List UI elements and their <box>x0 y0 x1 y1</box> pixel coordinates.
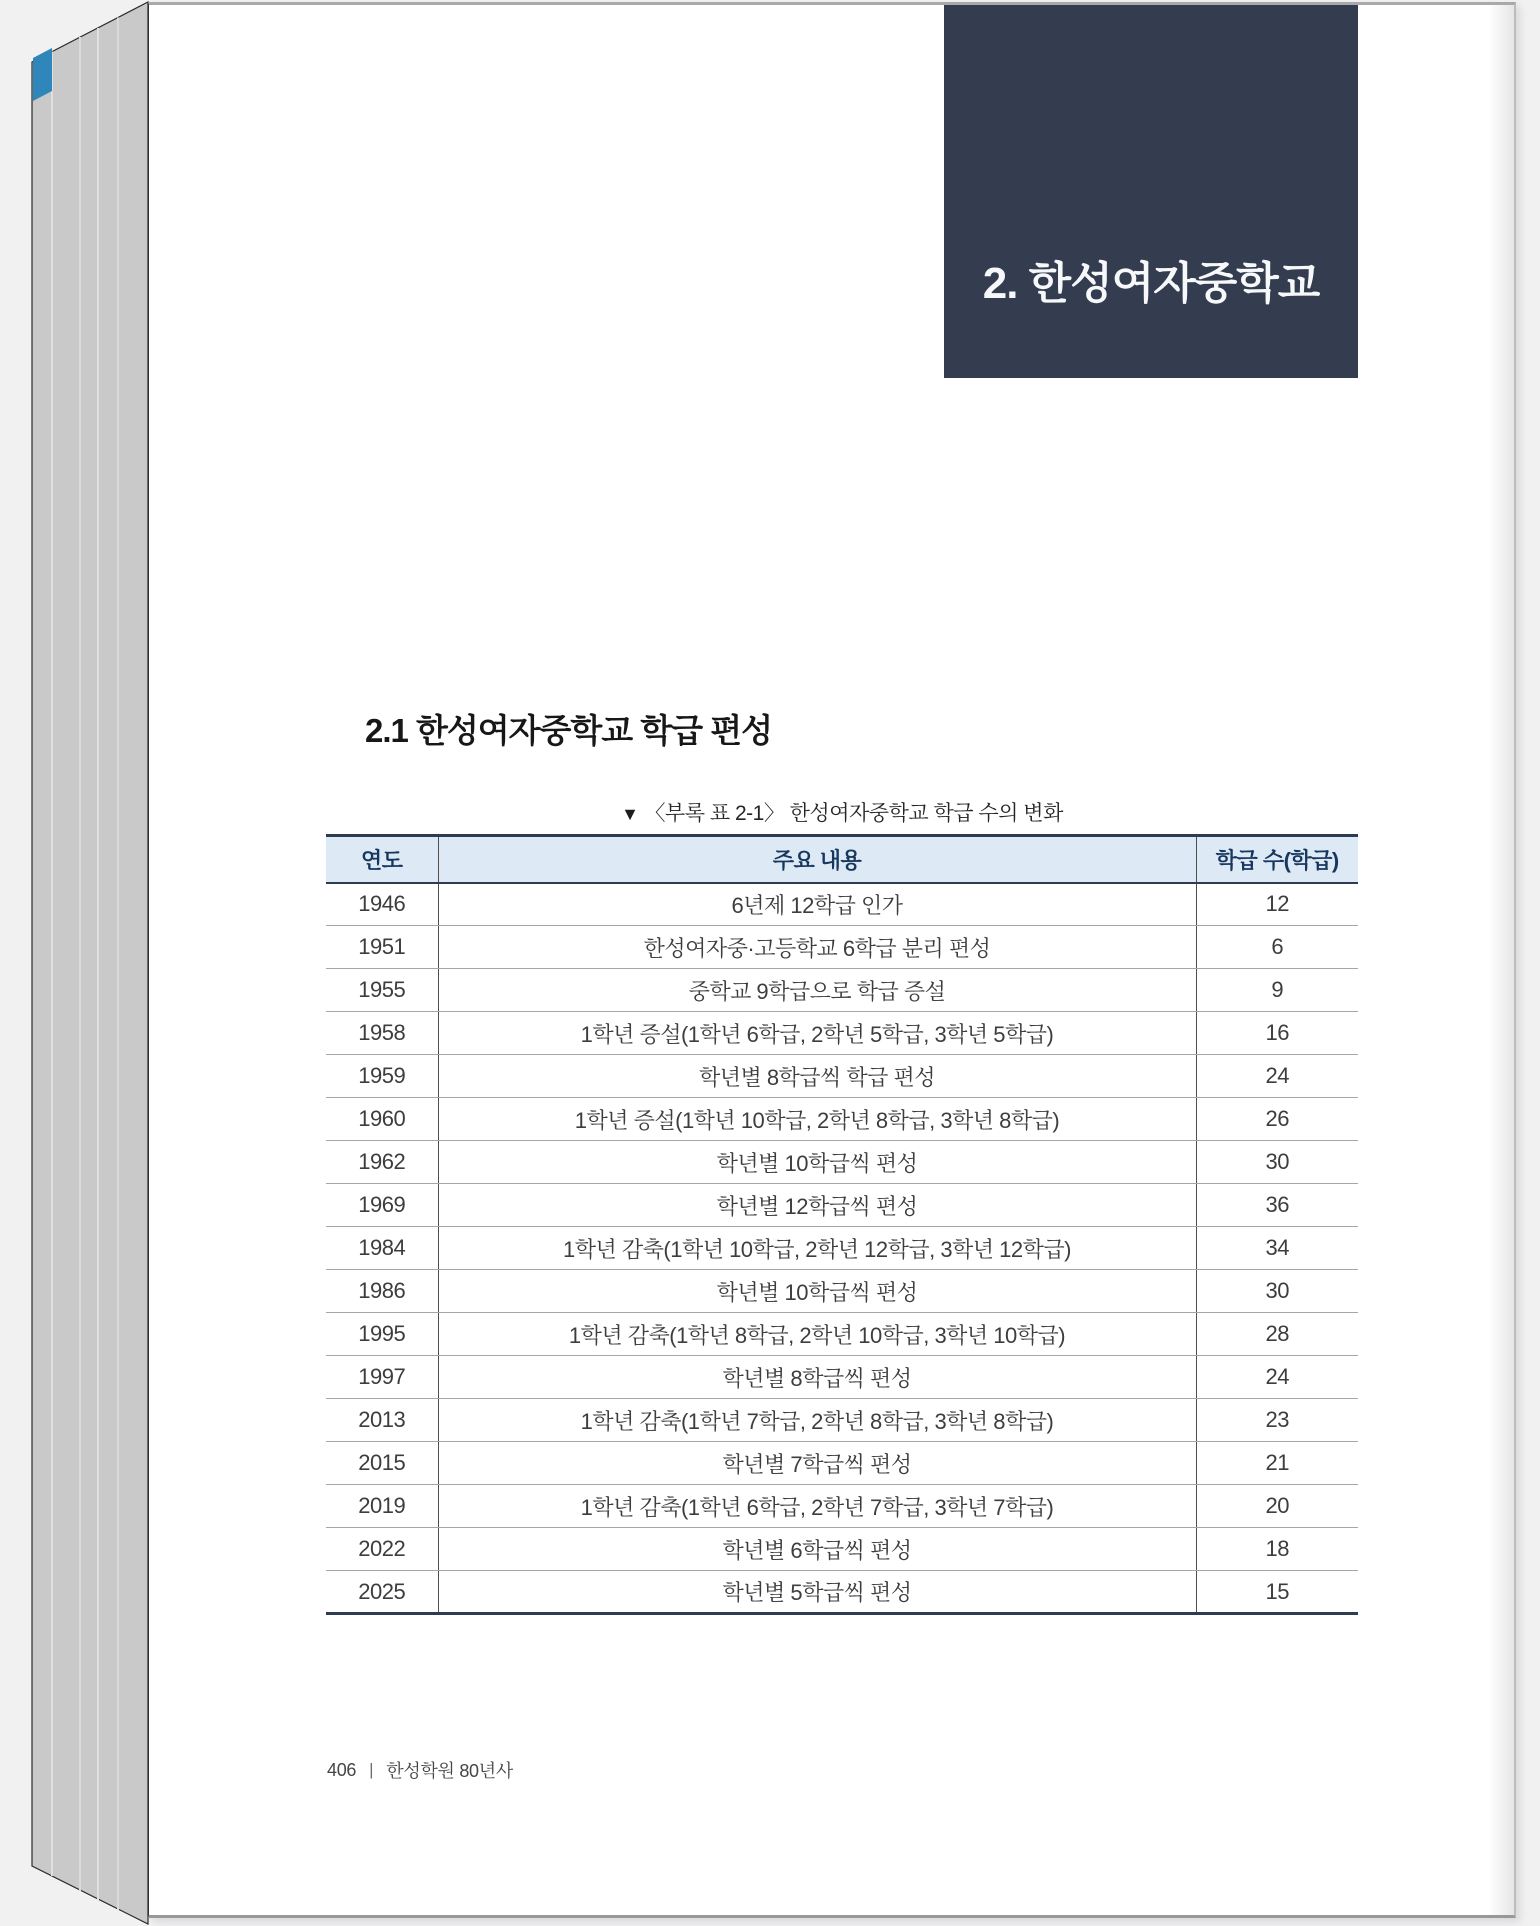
year-cell: 1960 <box>326 1098 438 1141</box>
table-row <box>326 1528 1358 1571</box>
year-cell: 2015 <box>326 1442 438 1485</box>
count-cell: 34 <box>1196 1227 1358 1270</box>
column-header-count: 학급 수(학급) <box>1196 836 1358 883</box>
column-header-content: 주요 내용 <box>438 836 1196 883</box>
table-row <box>326 1098 1358 1141</box>
table-row <box>326 1141 1358 1184</box>
table-row <box>326 1055 1358 1098</box>
count-cell: 36 <box>1196 1184 1358 1227</box>
page-curl-shadow <box>1488 5 1514 1915</box>
year-cell: 1958 <box>326 1012 438 1055</box>
class-count-table <box>326 834 1358 1615</box>
table-row <box>326 1356 1358 1399</box>
year-cell: 1984 <box>326 1227 438 1270</box>
count-cell: 20 <box>1196 1485 1358 1528</box>
year-cell: 2025 <box>326 1571 438 1614</box>
content-cell: 학년별 5학급씩 편성 <box>438 1571 1196 1614</box>
content-cell: 한성여자중·고등학교 6학급 분리 편성 <box>438 926 1196 969</box>
year-cell: 1959 <box>326 1055 438 1098</box>
year-cell: 1946 <box>326 883 438 926</box>
content-cell: 1학년 증설(1학년 6학급, 2학년 5학급, 3학년 5학급) <box>438 1012 1196 1055</box>
section-title: 2.1 한성여자중학교 학급 편성 <box>365 712 773 749</box>
year-cell: 1951 <box>326 926 438 969</box>
table-row <box>326 1399 1358 1442</box>
content-cell: 1학년 감축(1학년 10학급, 2학년 12학급, 3학년 12학급) <box>438 1227 1196 1270</box>
year-cell: 2022 <box>326 1528 438 1571</box>
count-cell: 18 <box>1196 1528 1358 1571</box>
count-cell: 12 <box>1196 883 1358 926</box>
table-row <box>326 1012 1358 1055</box>
table-row <box>326 1571 1358 1614</box>
table-row <box>326 1313 1358 1356</box>
down-triangle-icon: ▼ <box>621 804 639 824</box>
table-row <box>326 1442 1358 1485</box>
count-cell: 24 <box>1196 1356 1358 1399</box>
count-cell: 30 <box>1196 1270 1358 1313</box>
table-header-row <box>326 836 1358 883</box>
page-number: 406 <box>327 1759 357 1780</box>
table-row <box>326 1270 1358 1313</box>
content-cell: 중학교 9학급으로 학급 증설 <box>438 969 1196 1012</box>
book-title: 한성학원 80년사 <box>386 1761 513 1781</box>
content-cell: 학년별 6학급씩 편성 <box>438 1528 1196 1571</box>
content-cell: 학년별 8학급씩 편성 <box>438 1356 1196 1399</box>
count-cell: 16 <box>1196 1012 1358 1055</box>
year-cell: 2013 <box>326 1399 438 1442</box>
count-cell: 6 <box>1196 926 1358 969</box>
table-row <box>326 883 1358 926</box>
table-row <box>326 1227 1358 1270</box>
document-page <box>148 2 1516 1918</box>
content-cell: 학년별 10학급씩 편성 <box>438 1141 1196 1184</box>
count-cell: 21 <box>1196 1442 1358 1485</box>
content-cell: 1학년 감축(1학년 6학급, 2학년 7학급, 3학년 7학급) <box>438 1485 1196 1528</box>
content-cell: 1학년 감축(1학년 7학급, 2학년 8학급, 3학년 8학급) <box>438 1399 1196 1442</box>
table-caption <box>326 797 1358 827</box>
count-cell: 9 <box>1196 969 1358 1012</box>
content-cell: 학년별 7학급씩 편성 <box>438 1442 1196 1485</box>
page-stack-side <box>32 2 148 1924</box>
year-cell: 1997 <box>326 1356 438 1399</box>
content-cell: 1학년 감축(1학년 8학급, 2학년 10학급, 3학년 10학급) <box>438 1313 1196 1356</box>
table-row <box>326 969 1358 1012</box>
year-cell: 1995 <box>326 1313 438 1356</box>
chapter-banner <box>944 5 1358 378</box>
table-row <box>326 926 1358 969</box>
year-cell: 1969 <box>326 1184 438 1227</box>
content-cell: 6년제 12학급 인가 <box>438 883 1196 926</box>
chapter-title: 2. 한성여자중학교 <box>982 259 1320 308</box>
count-cell: 28 <box>1196 1313 1358 1356</box>
content-cell: 학년별 8학급씩 학급 편성 <box>438 1055 1196 1098</box>
table-caption-text: 〈부록 표 2-1〉 한성여자중학교 학급 수의 변화 <box>644 802 1063 825</box>
count-cell: 15 <box>1196 1571 1358 1614</box>
year-cell: 2019 <box>326 1485 438 1528</box>
year-cell: 1955 <box>326 969 438 1012</box>
footer-divider: | <box>369 1760 374 1779</box>
year-cell: 1986 <box>326 1270 438 1313</box>
content-cell: 학년별 10학급씩 편성 <box>438 1270 1196 1313</box>
count-cell: 26 <box>1196 1098 1358 1141</box>
year-cell: 1962 <box>326 1141 438 1184</box>
count-cell: 30 <box>1196 1141 1358 1184</box>
column-header-year: 연도 <box>326 836 438 883</box>
table-row <box>326 1485 1358 1528</box>
count-cell: 23 <box>1196 1399 1358 1442</box>
count-cell: 24 <box>1196 1055 1358 1098</box>
content-cell: 학년별 12학급씩 편성 <box>438 1184 1196 1227</box>
content-cell: 1학년 증설(1학년 10학급, 2학년 8학급, 3학년 8학급) <box>438 1098 1196 1141</box>
table-row <box>326 1184 1358 1227</box>
page-footer <box>327 1757 513 1783</box>
